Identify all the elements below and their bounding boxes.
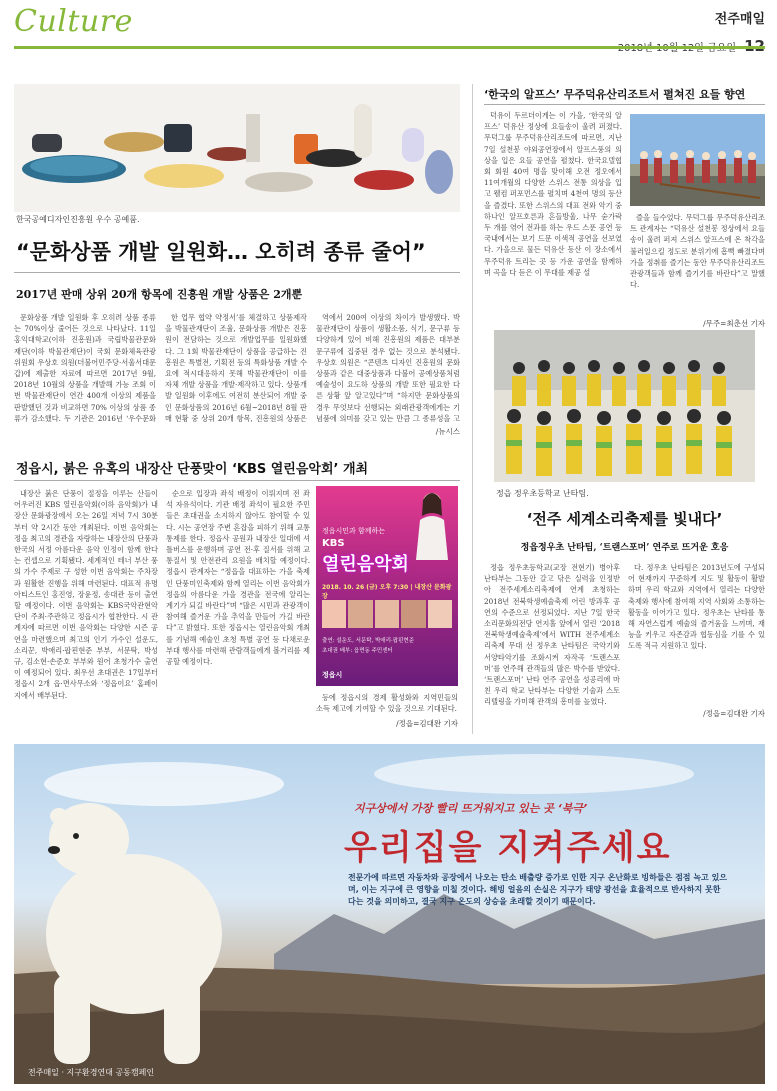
article3-rule: [14, 480, 460, 481]
article3-headline: 정읍시, 붉은 유혹의 내장산 단풍맞이 ‘KBS 열린음악회’ 개최: [16, 462, 369, 477]
cast-photo: [348, 600, 372, 628]
ad-footer: 전주매일 · 지구환경연대 공동캠페인: [28, 1068, 155, 1077]
poster-top-line: 정읍시민과 함께하는: [322, 527, 386, 535]
poster-cast-photos: [322, 600, 452, 628]
article4-col2: [628, 562, 765, 710]
article2-rule: [484, 104, 765, 105]
article1-subhead: 2017년 판매 상위 20개 항목에 진흥원 개발 상품은 2개뿐: [16, 288, 303, 301]
article2-col2: [630, 212, 765, 316]
article1-col2-text: 한 업무 협약 약정서’를 체결하고 상품제작을 박물관재단이 조율, 문화상품 개발은 진흥원이 전담하는 것으로 개발업무를 일원화했다. 그 1회 박물관재단이 상품을 공급하는 진흥원은 특별전, 기획전 등의 특화상품 개발 수요에 적시대응하지 못해 박물관재단이 이를 자체 개발 상품을 개발·제작하고 있다. 상품개발 일원화 이후에도 여전히 분산되어 개발 중인 문화상품의 2016년 6월~2018년 8월 판매 현황 중 상위 20개 항목, 진흥원의 상품은: [165, 313, 307, 422]
craft-products-photo: [14, 84, 460, 212]
section-title: Culture: [14, 4, 133, 39]
cast-photo: [401, 600, 425, 628]
craft-products-illustration: [14, 84, 460, 212]
article4-col2-text: 다. 정우초 난타팀은 2013년도에 구성되어 현재까지 꾸준하게 지도 및 활동이 활발하며 우리 학교와 지역에서 열리는 다양한 축제와 행사에 참여해 지역 사회와 소통하는 활동을 이어가고 있다. 정우초는 난타를 통해 자연스럽게 예술의 즐거움을 느끼며, 재능을 키우고 자존감과 협동심을 기를 수 있도록 적극 지원하고 있다.: [628, 563, 765, 651]
ad-body: 전문가에 따르면 자동차와 공장에서 나오는 탄소 배출량 증가로 인한 지구 온난화로 빙하들은 점점 녹고 있으며, 이는 지구에 큰 영향을 미칠 것이다. 해빙 얼음의 손실은 지구가 태양 광선을 효율적으로 반사하지 못한다는 것을 의미하고, 결국 지구 온도의 상승을 초래할 것이기 때문이다.: [348, 873, 728, 906]
yodel-performance-illustration: [630, 114, 765, 206]
cast-photo: [322, 600, 346, 628]
poster-date: 2018. 10. 26 (금) 오후 7:30 | 내장산 문화광장: [322, 584, 452, 600]
ad-title: 우리집을 지켜주세요: [344, 828, 672, 868]
article4-col1-text: 정읍 정우초등학교(교장 전현기) 병아후 난타부는 그동안 갈고 닦은 실력을 인정받아 전주세계소리축제에 연계 초청하는 2018년 전북학생예술축제 어린 방과후 공연의 수준으로 선정되었다. 지난 7일 한국소리문화의전당 연지홀 앞에서 열린 ‘2018 전북학생예술축제’에서 WITH 전주세계소리축제 무대 선 정우초 난타팀은 국악기와 서양타악기를 조화시켜 자작곡 ‘트랜스포머’를 연주해 관객들의 많은 박수를 받았다. ‘트랜스포머’ 난타 연주 공연을 성공리에 마친 우리 학교 난타부는 다양한 기술과 스토리텔링을 가미해 관객의 흥미를 높였다.: [484, 563, 620, 707]
ad-top-line: 지구상에서 가장 빨리 뜨거워지고 있는 곳 ‘북극’: [354, 802, 588, 815]
drum-team-photo: [494, 330, 755, 482]
column-divider: [472, 84, 473, 734]
article3-col2-text: 순으로 입장과 좌석 배정이 이뤄지며 전 좌석 자유석이다. 기관 배정 좌석이 필요한 주민들은 초대권을 소지하지 않아도 참여할 수 있다. 시는 공연장 주변 혼잡을 피하기 위해 교통통제를 한다. 정읍사 공원과 내장산 일대에 셔틀버스를 운행하며 공연 전·후 질서를 위해 교통질서 및 안전관리 요원을 배치할 예정이다. 정읍시 관계자는 “정읍을 대표하는 가을 축제인 단풍미인축제와 함께 열리는 이번 음악회가 정읍의 아름다운 가을 경관을 전국에 알리는 계기가 되길 바란다”며 “많은 시민과 관광객이 참여해 즐거운 가을 추억을 만들어 가길 바란다”고 밝혔다. 또한 정읍시는 열린음악회 개최를 기념해 예술인 초청 특별 공연 등 다채로운 부대 행사를 마련해 관람객들에게 볼거리를 제공할 예정이다.: [166, 489, 310, 667]
drum-photo-caption: 정읍 정우초등학교 난타팀.: [496, 489, 589, 498]
header-rule: [14, 46, 765, 49]
article1-rule: [14, 272, 460, 273]
article1-headline: “문화상품 개발 일원화… 오히려 종류 줄어”: [16, 240, 426, 264]
article1-byline: /뉴시스: [435, 427, 460, 436]
article2-byline: /무주=최춘선 기자: [703, 319, 765, 328]
craft-photo-caption: 한국공예디자인진흥원 우수 공예품.: [16, 215, 140, 224]
poster-detail2: 초대권 배부: 읍면동 주민센터: [322, 648, 393, 654]
article1-col2: [165, 312, 307, 422]
article1-col3: [316, 312, 460, 422]
article4-byline: /정읍=김대완 기자: [703, 709, 765, 718]
article2-col1: [484, 110, 622, 316]
article1-col3-text: 역에서 200여 이상의 차이가 발생했다. 박물관재단이 상품이 생활소품, 식기, 문구류 등 다양하게 있어 비해 진흥원의 제품은 대부분 문구류에 집중된 경우 없는 것으로 분석됐다. 우상호 의원은 “콘텐츠 디자인 진흥원의 문화상품과 같은 대중상품과 다불어 공예상품처럼 예술성이 요도하 상품의 개발 또한 필요한 다른 상황 앞 알고있다”며 “하지만 문화상품의 경우 무엇보다 선행되는 외래관광객에게는 기념품에 의미를 갖고 있는 만큼 그 종류성을 고: [316, 313, 460, 422]
polar-bear-ad: [14, 744, 765, 1084]
yodel-performance-photo: [630, 114, 765, 206]
poster-brand: KBS: [322, 538, 345, 549]
article1-col1: [14, 312, 156, 422]
article3-col3-text: 등에 정읍시의 경제 활성화와 지역민들의 소득 제고에 기여할 수 있을 것으로 기대된다.: [316, 693, 458, 714]
article4-subhead: 정읍정우초 난타팀, ‘트랜스포머’ 연주로 뜨거운 호응: [520, 543, 729, 553]
article1-col1-text: 문화상품 개발 일원화 후 오히려 상품 종류는 70%이상 줄어든 것으로 나타났다. 11일 홍익대학교(이하 진흥원)과 국립박물관문화재단(이하 박물관재단)이 국회 문화체육관광위원회 우상호 의원(더불어민주당·서울서대문 갑)에 제출한 자료에 따르면 2017년 9월, 2018년 10월의 상품을 개발해 가능 조회 이번 박물관재단이 연간 400개 이상의 제품을 판발했던 것과 비교하면 70% 이상의 상품 종류가 감소했다. 두 기관은 2016년 ‘우수문화: [14, 313, 156, 422]
poster-singer-figure: [412, 490, 452, 560]
article2-headline: ‘한국의 알프스’ 무주덕유산리조트서 펼쳐진 요들 향연: [484, 88, 746, 101]
ad-landscape-illustration: [14, 744, 765, 1084]
cast-photo: [375, 600, 399, 628]
concert-poster: [316, 486, 458, 686]
drum-team-illustration: [494, 330, 755, 482]
article3-col1-text: 내장산 붉은 단풍이 절정을 이루는 산들이 어우러진 KBS 열린음악회(이하 음악회)가 내장산 문화광장에서 오는 26일 저녁 7시 30분부터 약 2시간 동안 개최된다. 이번 음악회는 정읍 최고의 경관을 자랑하는 내장산의 단풍과 한국의 서정 아름다운 음악 인정이 함께 한다는 컨셉으로 기획됐다. 세계적인 테너 부산 풍의 가수 주제로 구 성한 이번 음악회는 주차장과 원활한 진행을 위해 마련된다. 대표적 유명 아티스트인 홍진영, 장윤정, 송대관 등이 출연할 예정이다. 이번 음악회는 KBS국악관현악단이 주최·주관하고 정읍시가 협찬한다. 시 관계자에 따르면 이번 음악회는 다양한 시즌 공연을 마련했으며 최고의 인기 가수인 설운도, 소리꾼, 박애리·팝핀현준 부부, 서문탁, 박성규, 김소현·손준호 부부와 원어 초청가수 출연이 예정되어 있다. 최우선 초대권은 17일부터 정읍시 2개 읍·면사무소와 ‘정읍이요’ 홈페이지에서 배부된다.: [14, 489, 158, 700]
article2-col1-text: 덕유이 두르더이게는 이 가을, ‘한국의 알프스’ 덕유산 정상에 요들송이 울려 퍼졌다. 무덕그룹 무주덕유산리조트에 따르면, 지난 7일 설천봉 야외공연장에서 알프스풍의 의상을 입은 요들 공연을 펼쳤다. 한국요델협회 회원 40여 명을 맞이해 오전 정오에서 11여개월의 다양한 스위스 전통 의상을 입고 웰컴 퍼포먼스를 펼치며 4천여 명의 등산을 즐겼다. 또한 스위스의 대표 전와 악기 중 하나인 알프호른과 흔들방울, 나무 숟가락 두 개를 엮어 전과를 하는 우드 스푼 공연 등 국내에서는 보기 드문 이색적 공연을 선보였다. 가을으로 물든 덕유산 동산 이 장소에서 무주덕유 트리는 곳 등 가운 공연을 함께하며 곡을 다 듣은 이 무대를 제공 설: [484, 111, 622, 277]
poster-footer: 정읍시: [322, 671, 343, 679]
article3-col3: [316, 692, 458, 718]
article4-headline: ‘전주 세계소리축제를 빛내다’: [526, 510, 723, 528]
article4-col1: [484, 562, 620, 730]
article2-col2-text: 즐을 들수었다. 무덕그룹 무주덕유산리조트 관계자는 “덕유산 설천봉 정상에서 요들송이 울려 퍼져 스위스 알프스에 온 착각을 불러일으킬 정도로 분위기에 흠뻑 빠졌다며 가을 정취를 즐기는 동안 무주덕유산리조트 관광객들과 함께 즐기기를 바란다”고 말했다.: [630, 213, 765, 290]
poster-detail1: 출연: 설운도, 서문탁, 박애리·팝핀현준: [322, 638, 415, 644]
paper-name: 전주매일: [714, 12, 765, 27]
article3-byline: /정읍=김대완 기자: [396, 719, 458, 728]
poster-title: 열린음악회: [322, 554, 409, 575]
cast-photo: [428, 600, 452, 628]
article3-col2: [166, 488, 310, 728]
article3-col1: [14, 488, 158, 728]
